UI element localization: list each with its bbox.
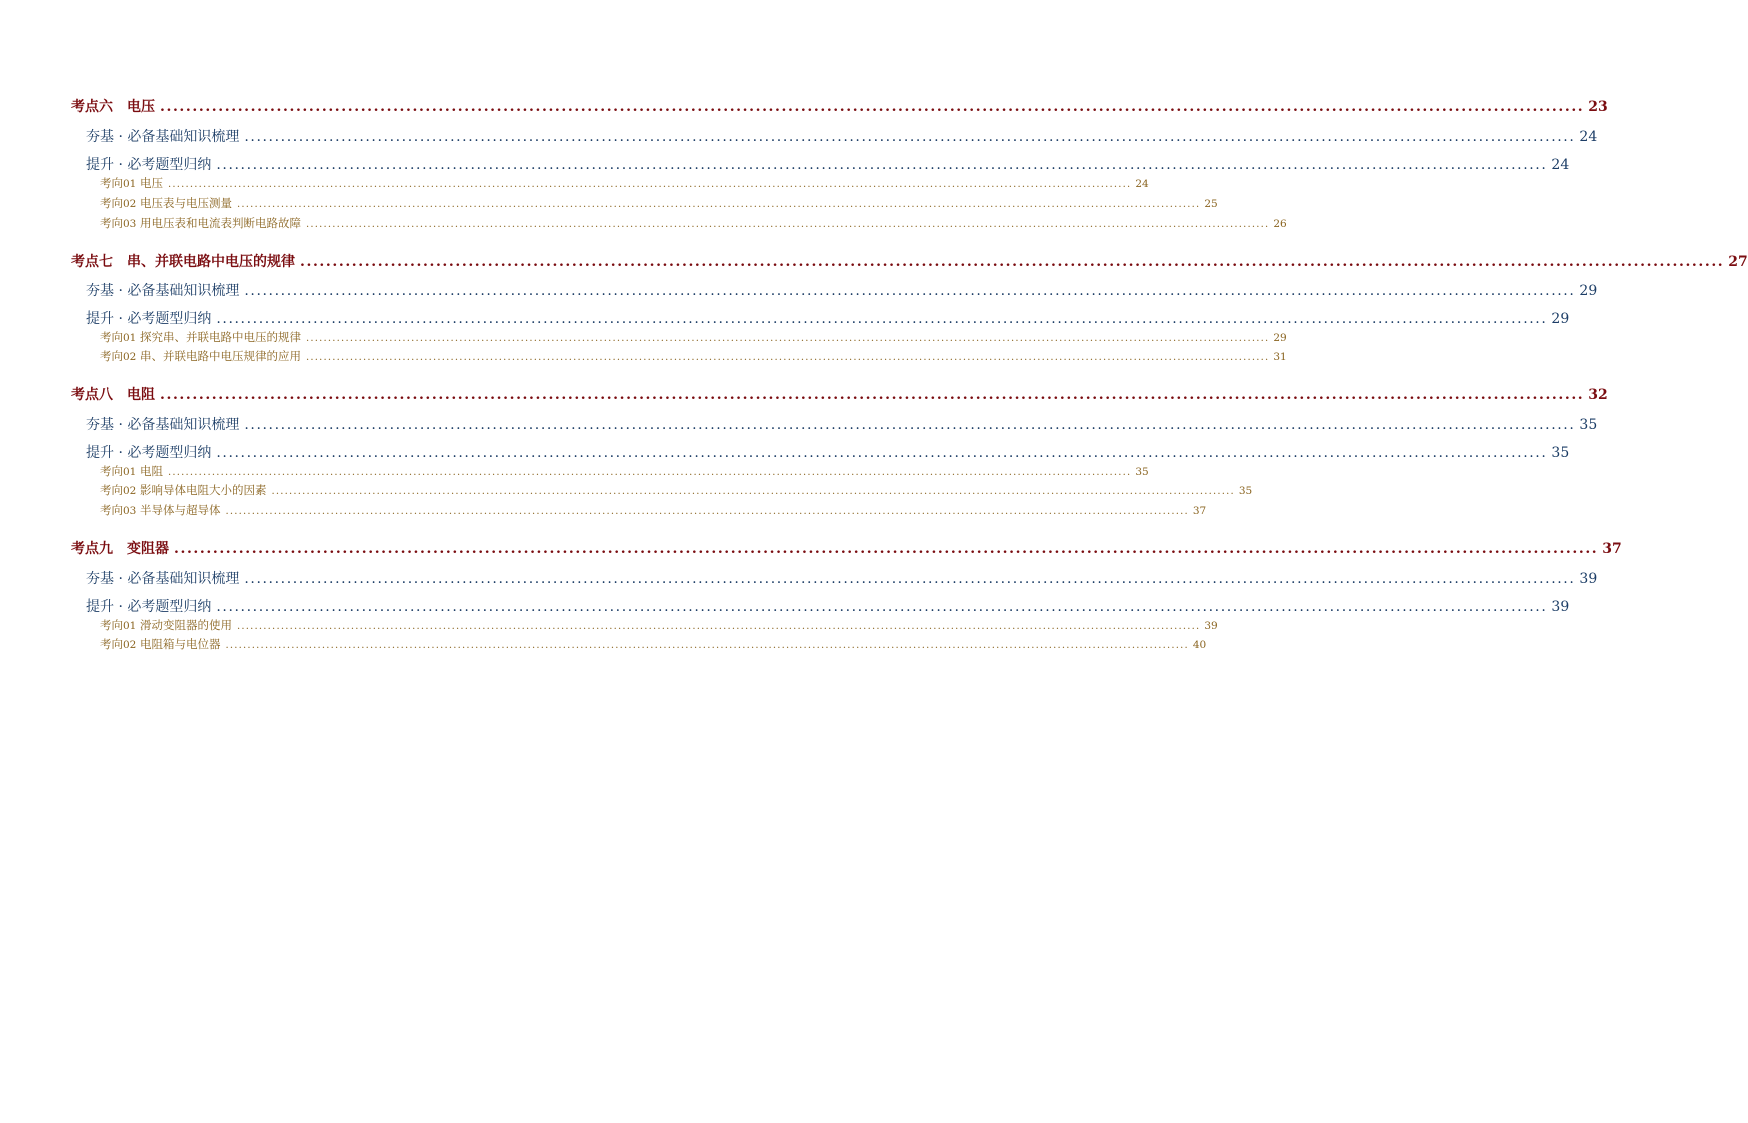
dot-leader: ............................................................................................................................................................................................................................ <box>168 467 1132 478</box>
toc-item-entry[interactable] <box>100 348 1287 364</box>
dot-leader: ............................................................................................................................................................................................................................ <box>174 541 1599 557</box>
group-title: 提升 · 必考题型归纳 <box>86 311 212 327</box>
toc-item-entry[interactable] <box>100 482 1253 498</box>
toc-group-entry[interactable] <box>86 596 1570 616</box>
dot-leader: ............................................................................................................................................................................................................................ <box>244 417 1576 433</box>
dot-leader: ............................................................................................................................................................................................................................ <box>225 506 1189 517</box>
item-title: 考向03 用电压表和电流表判断电路故障 <box>100 216 302 230</box>
dot-leader: ............................................................................................................................................................................................................................ <box>244 283 1576 299</box>
page-number: 25 <box>1204 198 1218 210</box>
group-title: 夯基 · 必备基础知识梳理 <box>86 571 240 587</box>
dot-leader: ............................................................................................................................................................................................................................ <box>237 199 1201 210</box>
group-title: 提升 · 必考题型归纳 <box>86 157 212 173</box>
section-title: 考点九 变阻器 <box>71 541 169 557</box>
toc-item-entry[interactable] <box>100 175 1149 191</box>
dot-leader: ............................................................................................................................................................................................................................ <box>160 99 1585 115</box>
toc-item-entry[interactable] <box>100 463 1149 479</box>
toc-item-entry[interactable] <box>100 195 1218 211</box>
toc-group-entry[interactable] <box>86 414 1598 434</box>
page-number: 23 <box>1588 99 1608 115</box>
page-number: 32 <box>1588 387 1608 403</box>
toc-section-entry[interactable] <box>71 96 1608 116</box>
section-title: 考点八 电阻 <box>71 387 155 403</box>
dot-leader: ............................................................................................................................................................................................................................ <box>216 311 1548 327</box>
page-number: 35 <box>1135 466 1149 478</box>
page-number: 35 <box>1238 485 1253 497</box>
dot-leader: ............................................................................................................................................................................................................................ <box>244 129 1576 145</box>
item-title: 考向02 影响导体电阻大小的因素 <box>100 483 267 497</box>
toc-group-entry[interactable] <box>86 442 1570 462</box>
section-title: 考点六 电压 <box>71 99 155 115</box>
group-title: 提升 · 必考题型归纳 <box>86 445 212 461</box>
toc-item-entry[interactable] <box>100 502 1207 518</box>
page-number: 37 <box>1192 505 1207 517</box>
item-title: 考向02 电压表与电压测量 <box>100 196 233 210</box>
page-number: 37 <box>1602 541 1622 557</box>
toc-group-entry[interactable] <box>86 154 1570 174</box>
page-number: 24 <box>1579 129 1598 145</box>
group-title: 夯基 · 必备基础知识梳理 <box>86 283 240 299</box>
dot-leader: ............................................................................................................................................................................................................................ <box>216 157 1548 173</box>
dot-leader: ............................................................................................................................................................................................................................ <box>216 445 1548 461</box>
section-title: 考点七 串、并联电路中电压的规律 <box>71 254 295 270</box>
page-number: 24 <box>1135 178 1149 190</box>
toc-group-entry[interactable] <box>86 308 1570 328</box>
dot-leader: ............................................................................................................................................................................................................................ <box>168 179 1132 190</box>
toc-section-entry[interactable] <box>71 384 1608 404</box>
dot-leader: ............................................................................................................................................................................................................................ <box>306 333 1270 344</box>
dot-leader: ............................................................................................................................................................................................................................ <box>160 387 1585 403</box>
page-number: 24 <box>1551 157 1570 173</box>
page-number: 26 <box>1273 218 1287 230</box>
page-number: 39 <box>1551 599 1570 615</box>
page-number: 27 <box>1728 254 1748 270</box>
page-number: 29 <box>1579 283 1598 299</box>
dot-leader: ............................................................................................................................................................................................................................ <box>237 621 1201 632</box>
dot-leader: ............................................................................................................................................................................................................................ <box>300 254 1725 270</box>
item-title: 考向01 电阻 <box>100 464 164 478</box>
dot-leader: ............................................................................................................................................................................................................................ <box>244 571 1576 587</box>
dot-leader: ............................................................................................................................................................................................................................ <box>306 219 1270 230</box>
dot-leader: ............................................................................................................................................................................................................................ <box>225 640 1189 651</box>
toc-item-entry[interactable] <box>100 329 1287 345</box>
toc-item-entry[interactable] <box>100 617 1218 633</box>
group-title: 夯基 · 必备基础知识梳理 <box>86 417 240 433</box>
toc-group-entry[interactable] <box>86 280 1598 300</box>
page-number: 31 <box>1273 351 1287 363</box>
toc-group-entry[interactable] <box>86 568 1598 588</box>
toc-section-entry[interactable] <box>71 538 1622 558</box>
dot-leader: ............................................................................................................................................................................................................................ <box>271 486 1235 497</box>
toc-section-entry[interactable] <box>71 251 1748 271</box>
page-number: 40 <box>1192 639 1207 651</box>
toc-group-entry[interactable] <box>86 126 1598 146</box>
item-title: 考向01 电压 <box>100 176 164 190</box>
item-title: 考向01 滑动变阻器的使用 <box>100 618 233 632</box>
item-title: 考向01 探究串、并联电路中电压的规律 <box>100 330 302 344</box>
page-number: 39 <box>1204 620 1218 632</box>
item-title: 考向03 半导体与超导体 <box>100 503 221 517</box>
group-title: 夯基 · 必备基础知识梳理 <box>86 129 240 145</box>
toc-item-entry[interactable] <box>100 215 1287 231</box>
toc-item-entry[interactable] <box>100 636 1207 652</box>
page-number: 29 <box>1551 311 1570 327</box>
item-title: 考向02 串、并联电路中电压规律的应用 <box>100 349 302 363</box>
dot-leader: ............................................................................................................................................................................................................................ <box>216 599 1548 615</box>
group-title: 提升 · 必考题型归纳 <box>86 599 212 615</box>
page-number: 29 <box>1273 332 1287 344</box>
page-number: 39 <box>1579 571 1598 587</box>
page-number: 35 <box>1551 445 1570 461</box>
page-number: 35 <box>1579 417 1598 433</box>
item-title: 考向02 电阻箱与电位器 <box>100 637 221 651</box>
dot-leader: ............................................................................................................................................................................................................................ <box>306 352 1270 363</box>
